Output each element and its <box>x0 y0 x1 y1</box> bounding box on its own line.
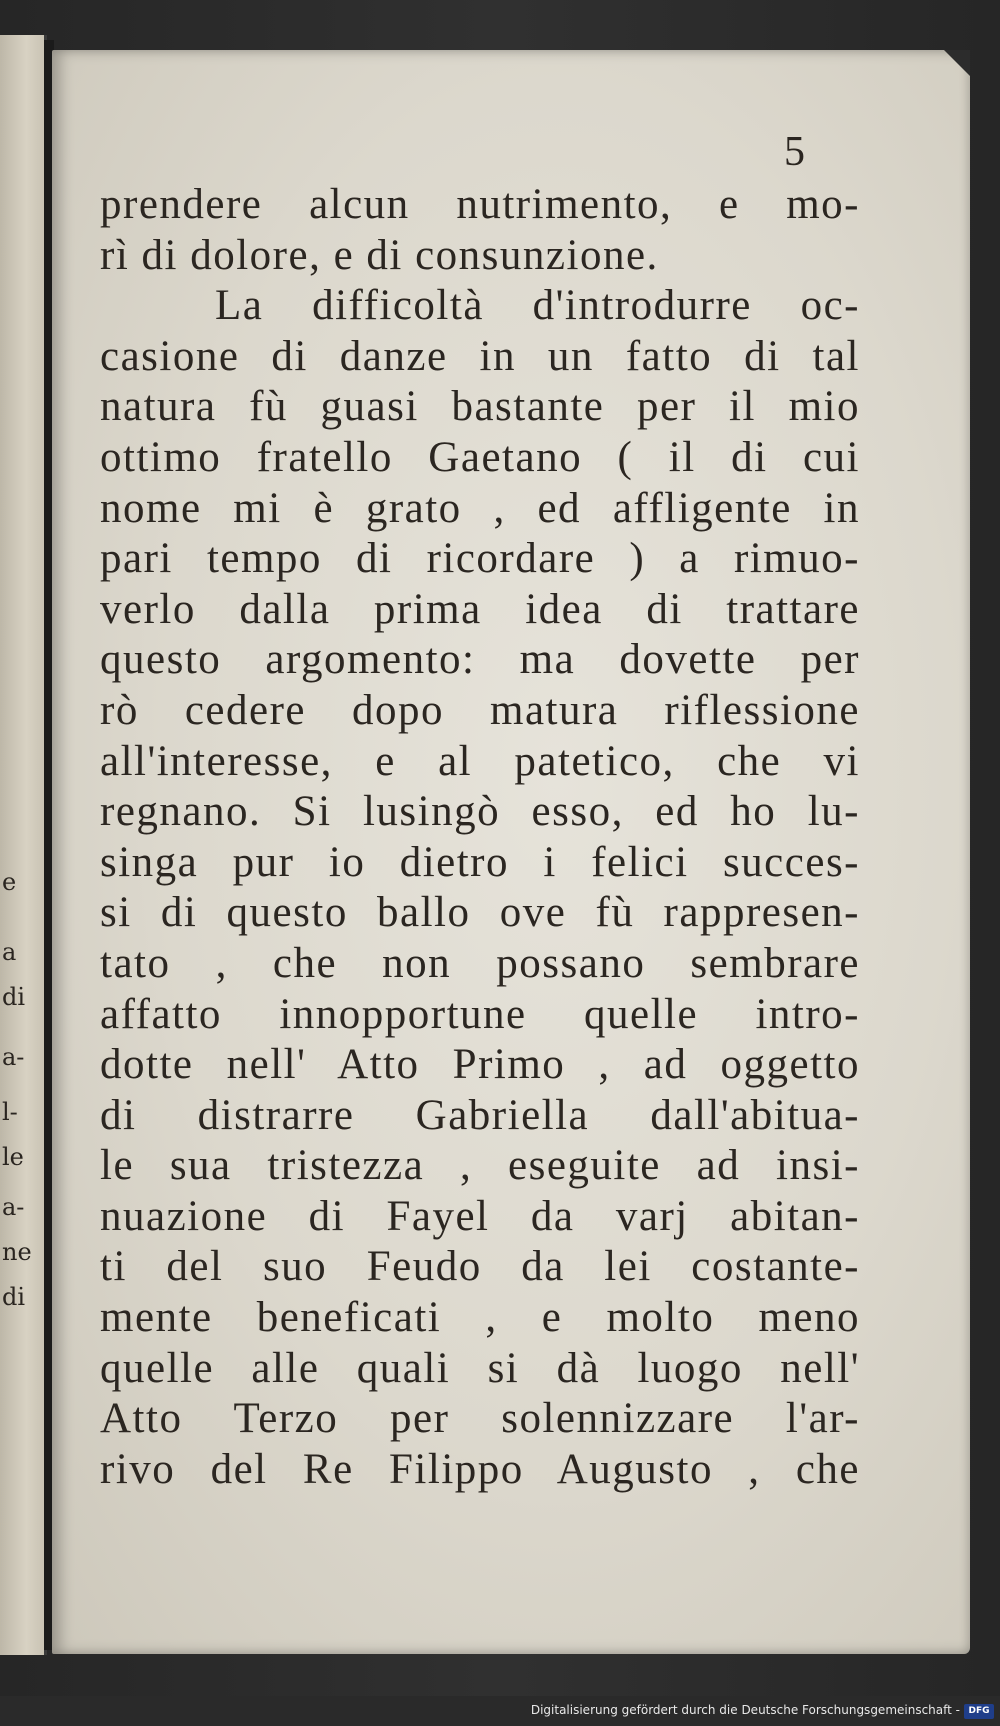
left-page-fragment: le <box>2 1143 24 1171</box>
body-text <box>100 180 860 1495</box>
text-line: natura fù guasi bastante per il mio <box>100 383 860 431</box>
page-number: 5 <box>784 129 805 175</box>
text-line: mente beneficati , e molto meno <box>100 1294 860 1342</box>
text-line: all'interesse, e al patetico, che vi <box>100 737 860 785</box>
left-page-fragment: ne <box>2 1238 32 1266</box>
text-line: nome mi è grato , ed affligente in <box>100 484 860 532</box>
page-corner <box>944 50 970 76</box>
text-line: prendere alcun nutrimento, e mo- <box>100 181 860 228</box>
text-line: dotte nell' Atto Primo , ad oggetto <box>100 1041 860 1089</box>
left-page-fragment: di <box>2 1283 26 1311</box>
text-line: affatto innopportune quelle intro- <box>100 990 860 1038</box>
text-line: casione di danze in un fatto di tal <box>100 332 860 380</box>
text-line: questo argomento: ma dovette per <box>100 636 860 684</box>
text-line: di distrarre Gabriella dall'abitua- <box>100 1091 860 1139</box>
text-line: verlo dalla prima idea di trattare <box>100 585 860 633</box>
text-line: singa pur io dietro i felici succes- <box>100 838 860 886</box>
left-page-edge <box>0 35 47 1655</box>
text-line: pari tempo di ricordare ) a rimuo- <box>100 535 860 583</box>
text-line: quelle alle quali si dà luogo nell' <box>100 1344 860 1392</box>
left-page-fragment: e <box>2 868 17 896</box>
left-page-fragment: di <box>2 983 26 1011</box>
text-line: La difficoltà d'introdurre oc- <box>215 282 860 330</box>
text-line: regnano. Si lusingò esso, ed ho lu- <box>100 788 860 836</box>
text-line: si di questo ballo ove fù rappresen- <box>100 889 860 937</box>
text-line: rò cedere dopo matura riflessione <box>100 686 860 734</box>
text-line: nuazione di Fayel da varj abitan- <box>100 1192 860 1240</box>
text-line: ti del suo Feudo da lei costante- <box>100 1243 860 1291</box>
left-page-fragment: a- <box>2 1043 25 1071</box>
text-line: rivo del Re Filippo Augusto , che <box>100 1445 860 1493</box>
text-line: tato , che non possano sembrare <box>100 939 860 987</box>
text-line: Atto Terzo per solennizzare l'ar- <box>100 1395 860 1443</box>
text-line: le sua tristezza , eseguite ad insi- <box>100 1142 860 1190</box>
funding-credit: Digitalisierung gefördert durch die Deutsche Forschungsgemeinschaft - <box>530 1703 960 1717</box>
footer-bar <box>0 1696 1000 1726</box>
left-page-fragment: a <box>2 938 17 966</box>
left-page-fragment: a- <box>2 1193 25 1221</box>
dfg-logo: DFG <box>964 1704 994 1719</box>
text-line: ottimo fratello Gaetano ( il di cui <box>100 433 860 481</box>
left-page-fragment: l- <box>2 1098 18 1126</box>
text-line: rì di dolore, e di consunzione. <box>100 231 659 279</box>
